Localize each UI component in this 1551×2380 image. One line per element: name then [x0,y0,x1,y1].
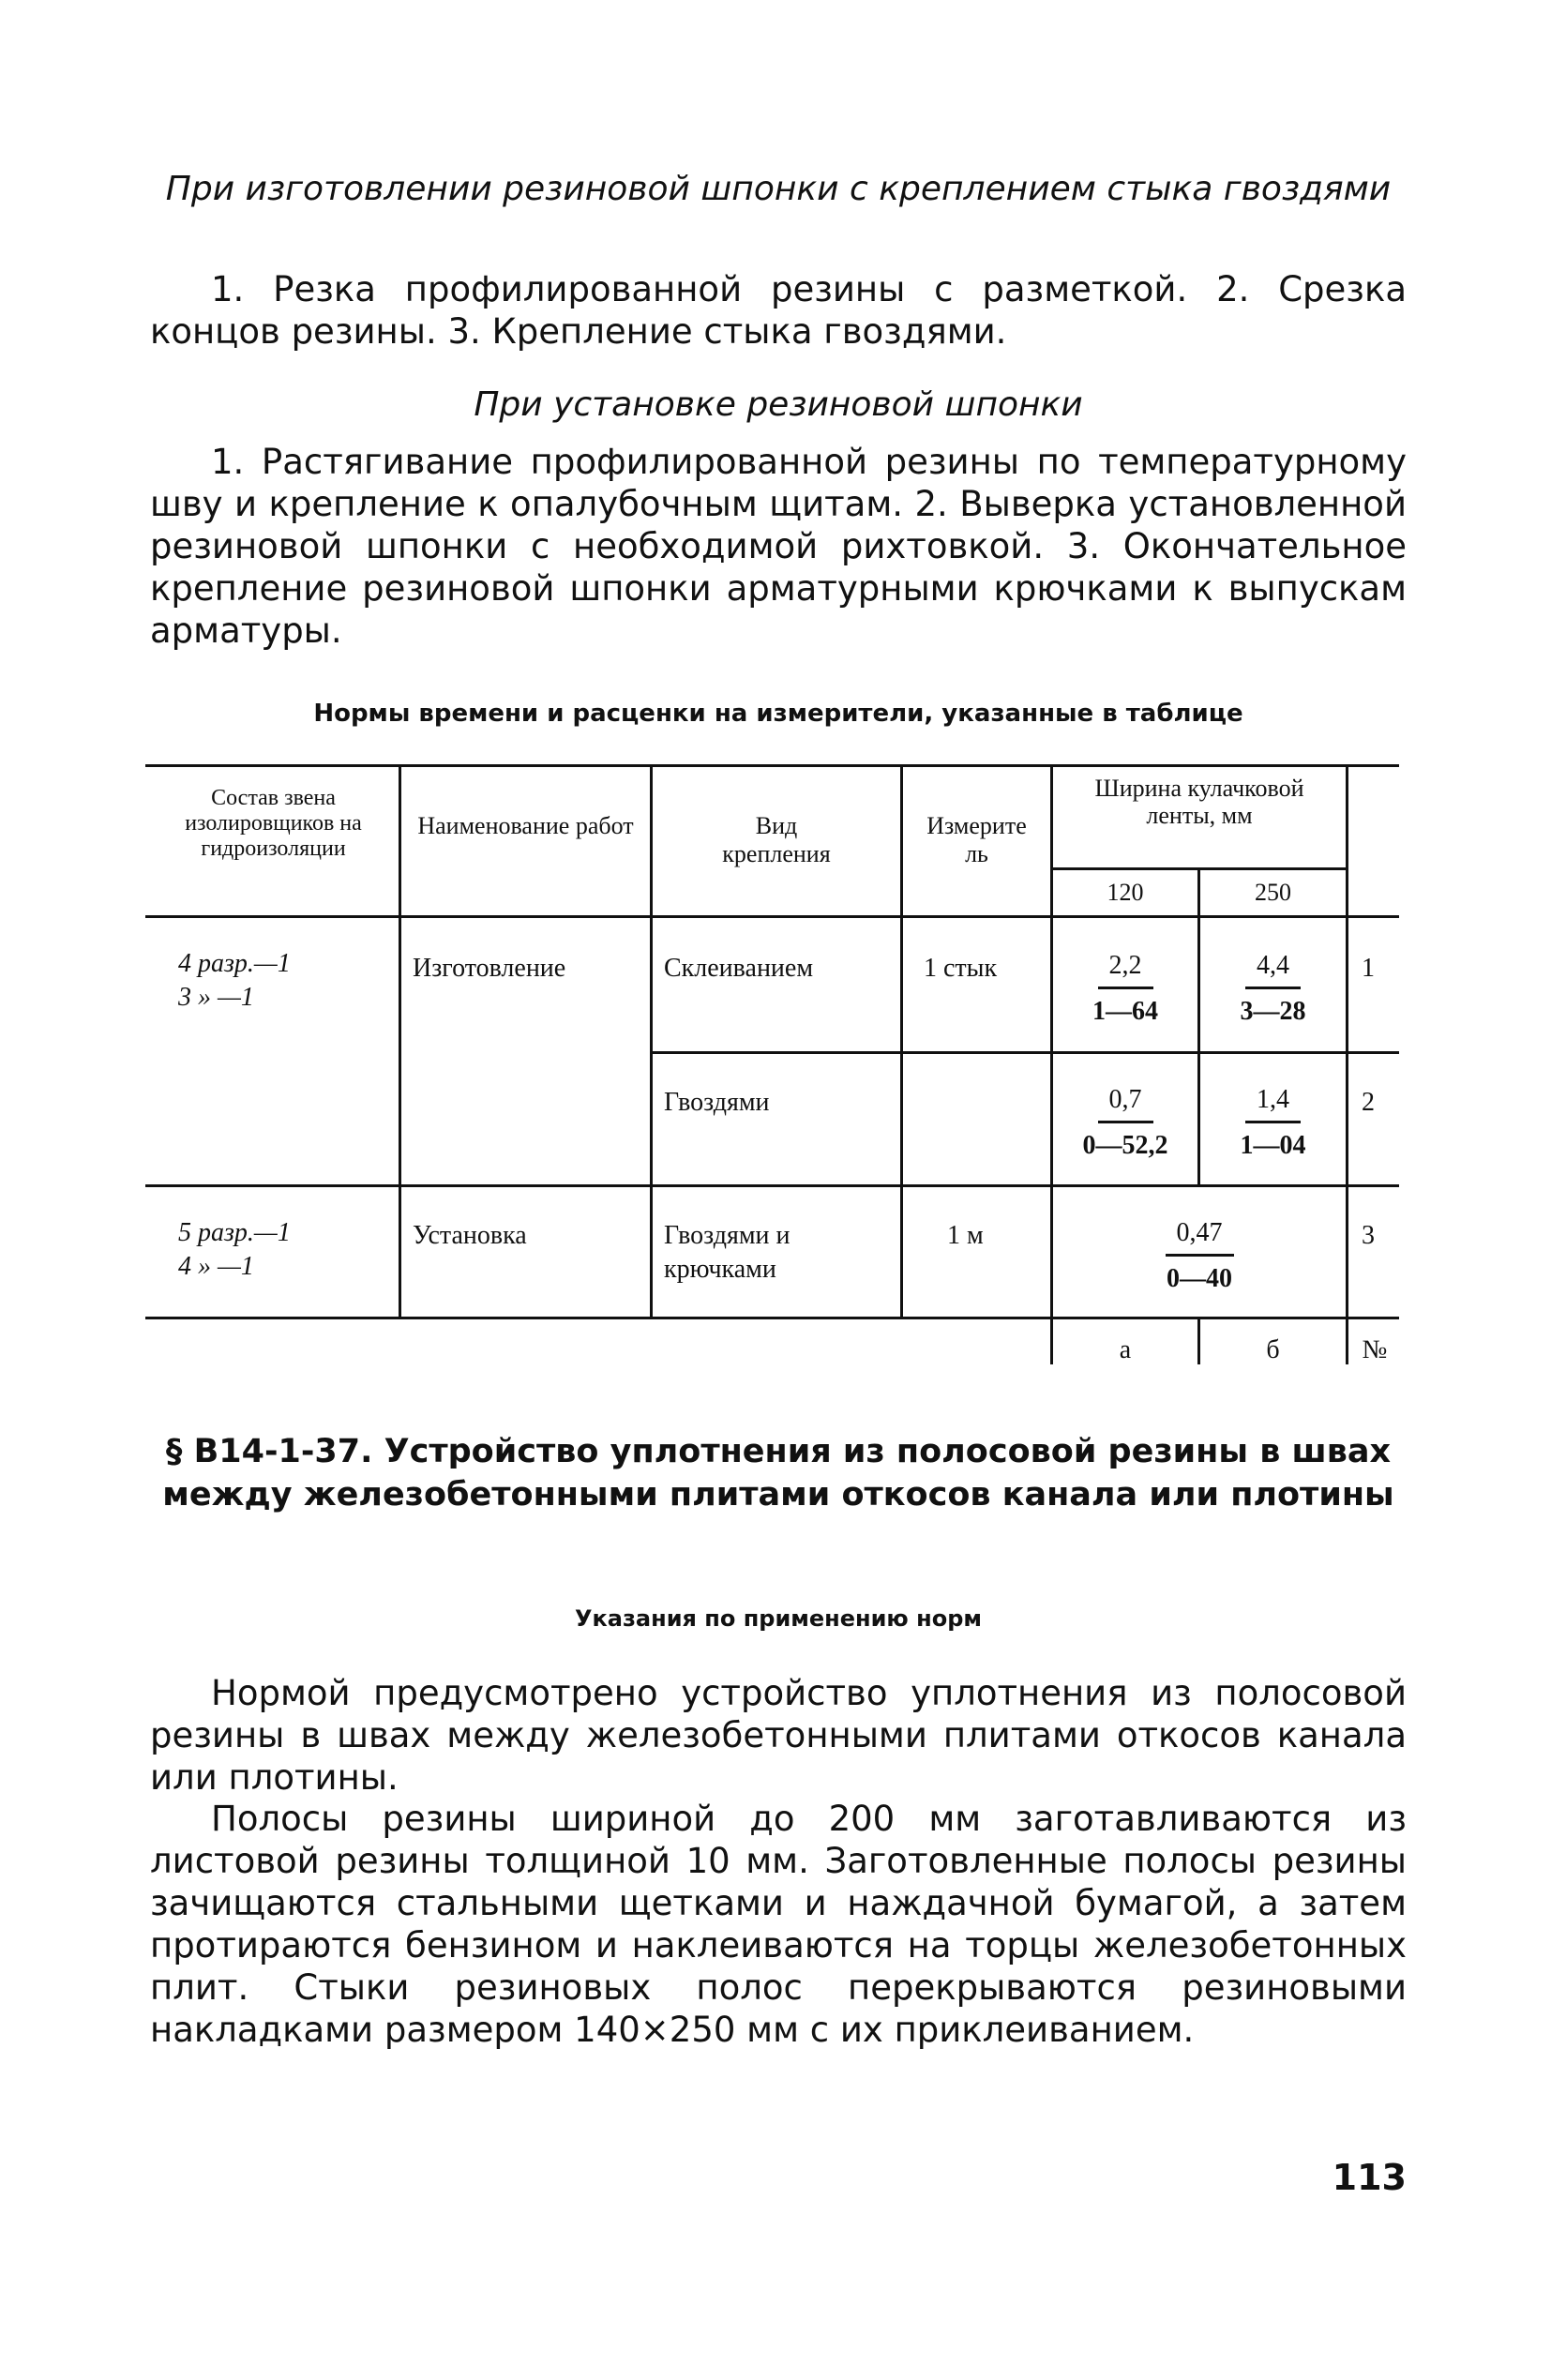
section-text-manufacture-content: 1. Резка профилированной резины с разметкой. 2. Срезка концов резины. 3. Крепление стыка гвоздями. [150,269,1407,352]
section-text-installation-content: 1. Растягивание профилированной резины по температурному шву и крепление к опалубочным щитам. 2. Выверка установленной резиновой шпонки с необходимой рихтовкой. 3. Окончательное крепление резиновой шпонки арматурными крючками к выпускам арматуры. [150,442,1407,651]
row2-number: 2 [1362,1088,1375,1117]
table-vline-6 [1346,764,1348,1364]
footer-col-no: № [1362,1335,1388,1364]
row1-value-a-norm: 2,2 [1098,949,1153,989]
row3-number: 3 [1362,1221,1375,1250]
table-vline-1 [399,764,401,1317]
row1-value-b-price: 3—28 [1240,997,1306,1026]
table-header-rule [145,915,1399,918]
row2-fastening: Гвоздями [664,1088,770,1117]
page-number: 113 [1332,2157,1407,2198]
row2-value-a [1053,1083,1197,1163]
row2-value-a-norm: 0,7 [1098,1083,1153,1123]
table-top-rule [145,764,1399,767]
section3-para-1-content: Нормой предусмотрено устройство уплотнения из полосовой резины в швах между железобетонными плитами откосов канала или плотины. [150,1673,1407,1798]
section3-para-2-content: Полосы резины шириной до 200 мм заготавливаются из листовой резины толщиной 10 мм. Заготовленные полосы резины зачищаются стальными щетками и наждачной бумагой, а затем протираются бензином и наклеиваются на торцы железобетонных плит. Стыки резиновых полос перекрываются резиновыми накладками размером 140×250 мм с их приклеиванием. [150,1799,1407,2050]
header-fastening: Вид крепления [722,812,831,867]
row3-work: Установка [413,1221,527,1250]
header-width-250: 250 [1255,879,1291,906]
row2-value-b [1200,1083,1346,1163]
row1-work: Изготовление [413,954,566,983]
row3-value-ab [1053,1216,1346,1296]
row1-crew-line1: 4 разр.—1 [178,949,291,978]
section3-para-1 [150,1672,1407,1799]
table-row1-rule [650,1051,1399,1054]
row2-value-b-norm: 1,4 [1245,1083,1301,1123]
row1-fastening: Склеиванием [664,954,814,983]
section-heading-installation: При установке резиновой шпонки [474,385,1083,424]
row3-crew-line2: 4 » —1 [178,1252,254,1281]
row3-value-ab-norm: 0,47 [1166,1216,1234,1257]
row1-crew-line2: 3 » —1 [178,983,254,1012]
section-heading-manufacture: При изготовлении резиновой шпонки с креплением стыка гвоздями [165,170,1392,208]
header-work: Наименование работ [417,812,634,839]
table-bottom-rule [145,1317,1399,1319]
row3-fastening: Гвоздями и крючками [664,1221,791,1284]
footer-col-b: б [1266,1335,1280,1364]
header-width: Ширина кулачковой ленты, мм [1094,775,1304,829]
table-row2-rule [145,1184,1399,1187]
row3-value-ab-price: 0—40 [1167,1264,1232,1293]
header-width-120: 120 [1107,879,1144,906]
row1-value-b-norm: 4,4 [1245,949,1301,989]
row1-value-b [1200,949,1346,1029]
section3-para-2 [150,1798,1407,2051]
header-crew: Состав звена изолировщиков на гидроизоляции [185,786,362,861]
section-heading-b14-1-37: § В14-1-37. Устройство уплотнения из полосовой резины в швах между железобетонными плитами откосов канала или плотины [162,1433,1394,1514]
header-unit: Измеритель [926,812,1027,867]
row1-value-a-price: 1—64 [1092,997,1158,1026]
row1-unit: 1 стык [924,954,998,983]
row2-value-b-price: 1—04 [1240,1131,1306,1160]
row1-value-a [1053,949,1197,1029]
row2-value-a-price: 0—52,2 [1082,1131,1168,1160]
row1-number: 1 [1362,954,1375,983]
table-title: Нормы времени и расценки на измерители, указанные в таблице [313,700,1243,728]
row3-crew-line1: 5 разр.—1 [178,1218,291,1247]
row3-unit: 1 м [947,1221,984,1250]
section-subheading-guidelines: Указания по применению норм [574,1605,982,1632]
footer-col-a: а [1119,1335,1132,1364]
